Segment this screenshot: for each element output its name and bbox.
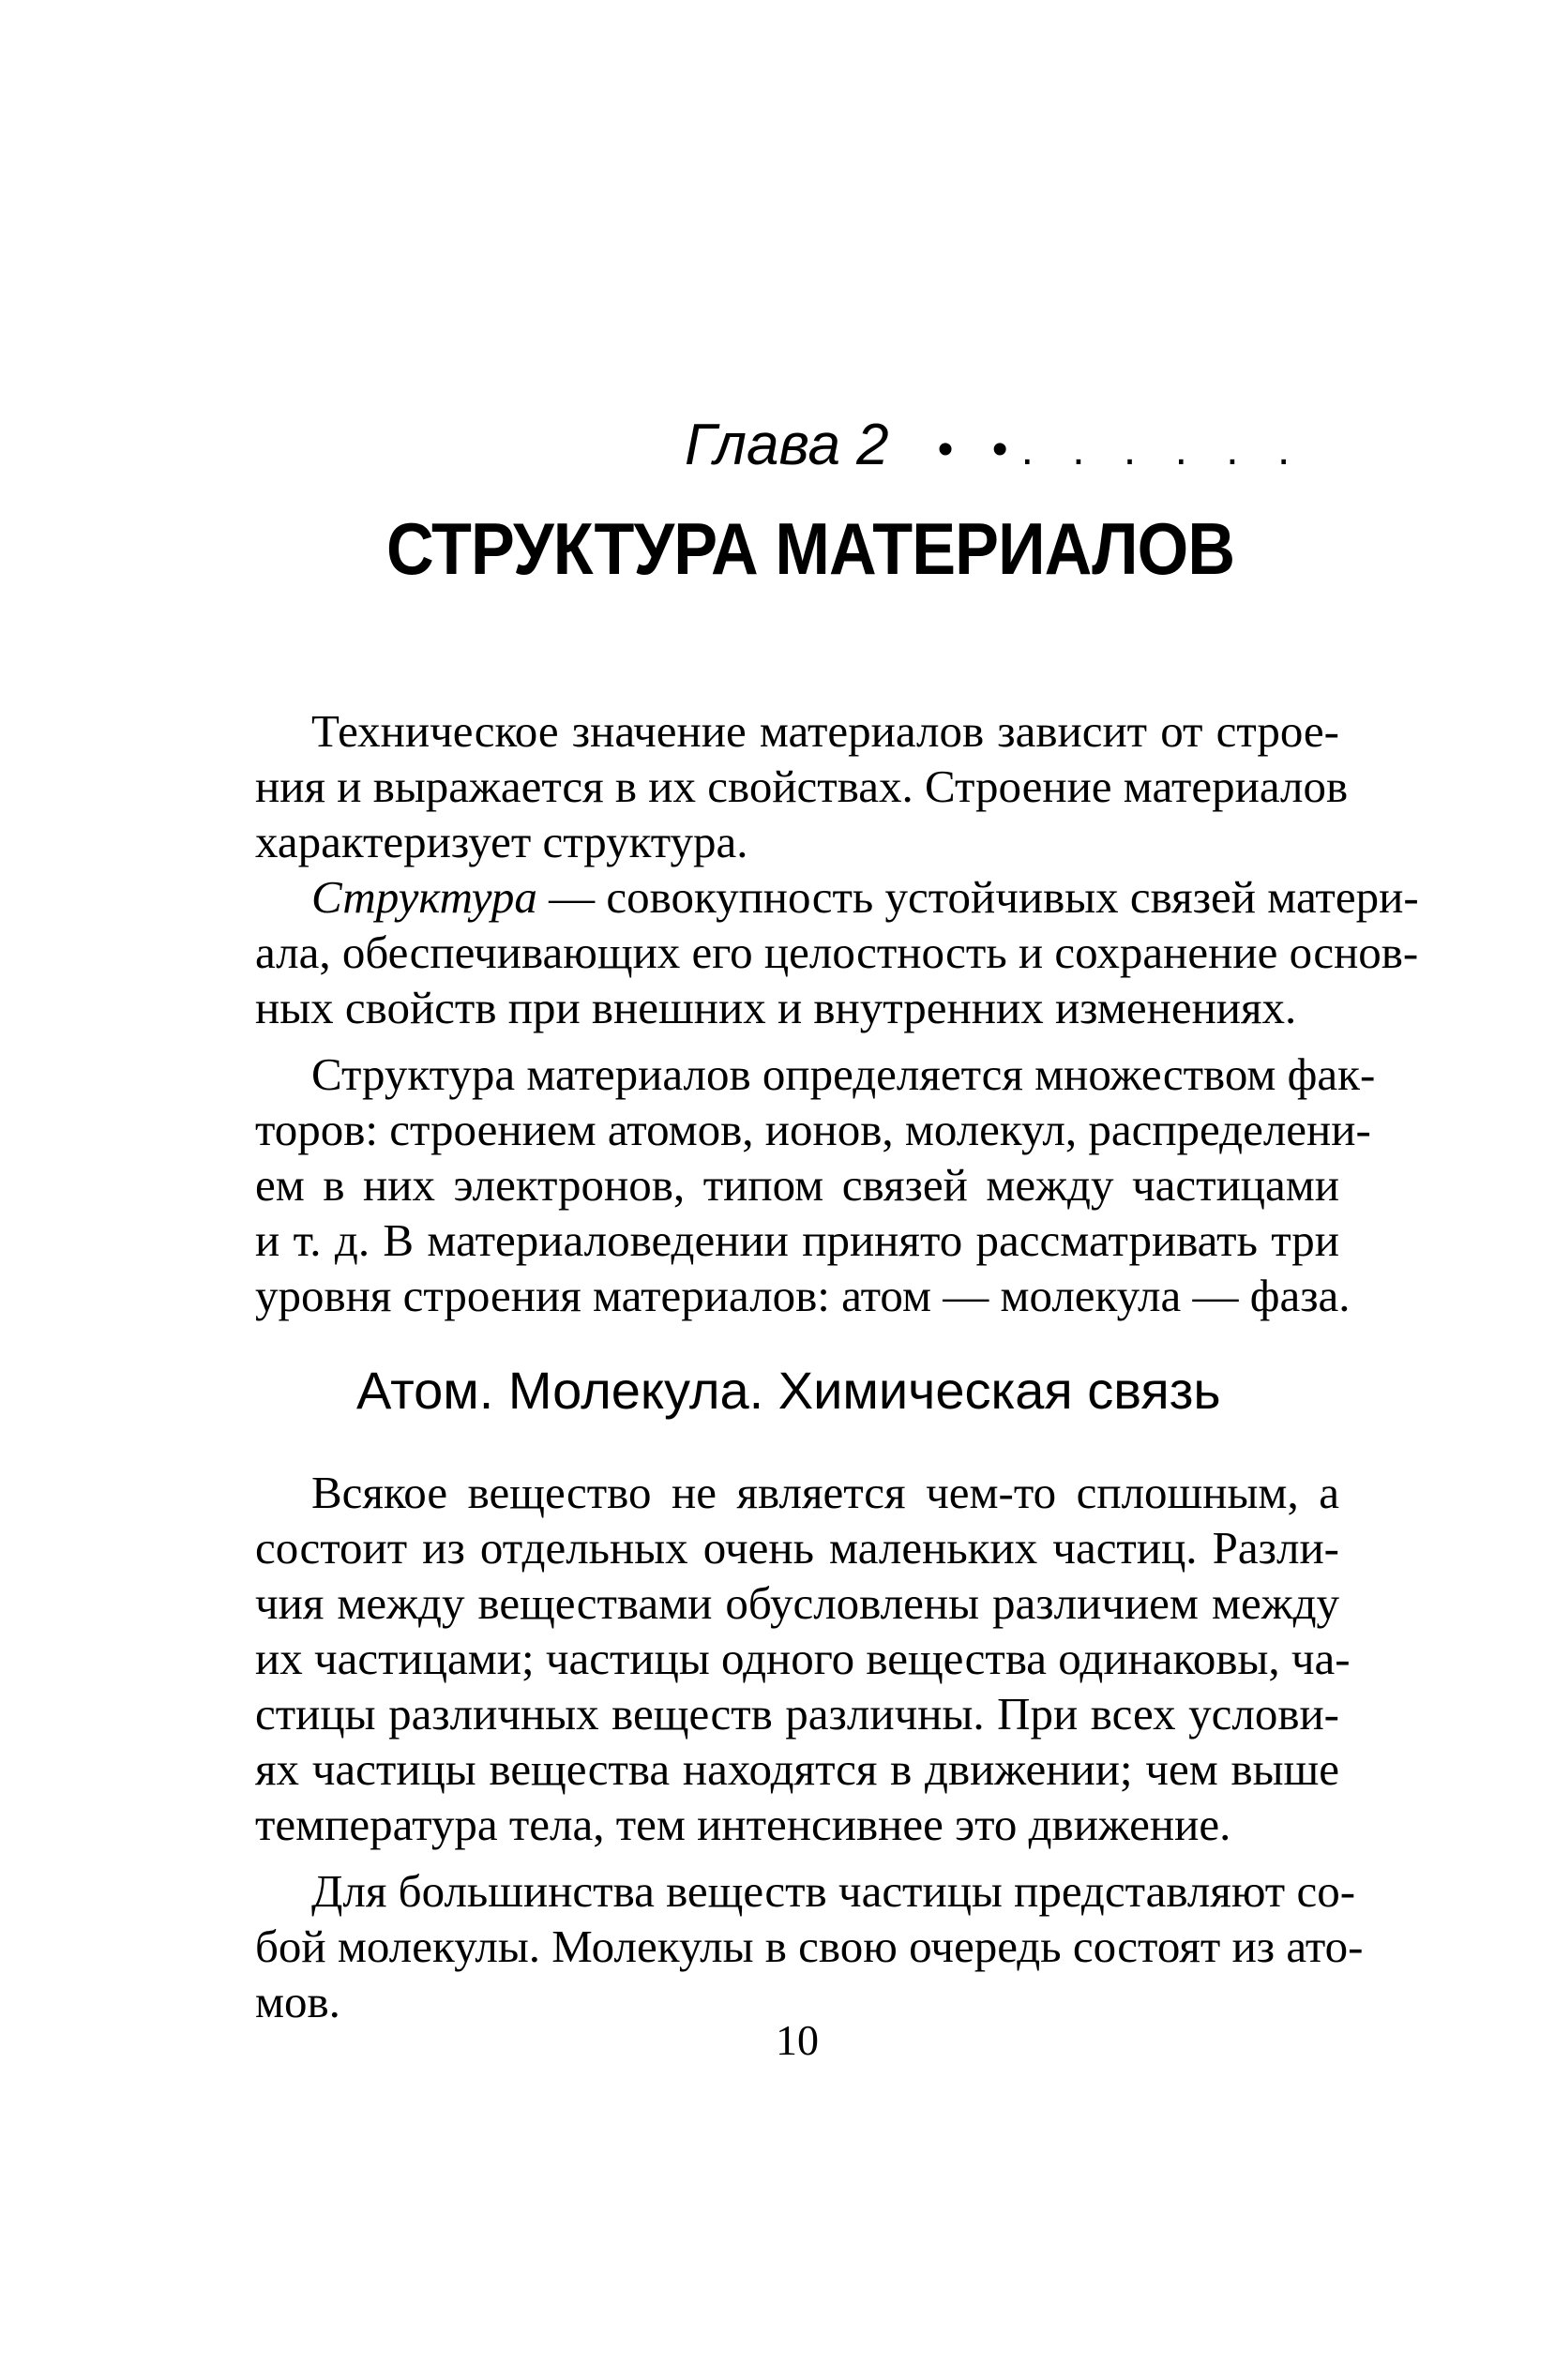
text-line: уровня строения материалов: атом — молекула — фаза. [255, 1270, 1351, 1321]
page-number: 10 [776, 2016, 819, 2064]
term-definition: — совокупность устойчивых связей матери- [536, 871, 1419, 923]
text-line: ем в них электронов, типом связей между частицами [255, 1159, 1339, 1211]
text-line: чия между веществами обусловлены различием между [255, 1577, 1339, 1629]
text-line: температура тела, тем интенсивнее это движение. [255, 1799, 1231, 1850]
chapter-label-line [685, 413, 1303, 483]
chapter-title: СТРУКТУРА МАТЕРИАЛОВ [386, 507, 1235, 590]
text-line: Техническое значение материалов зависит от строе- [311, 705, 1339, 757]
text-line: характеризует структура. [255, 816, 748, 867]
text-line: ях частицы вещества находятся в движении; чем выше [255, 1743, 1339, 1795]
text-line: их частицами; частицы одного вещества одинаковы, ча- [255, 1633, 1351, 1684]
text-line: стицы различных веществ различны. При всех услови- [255, 1688, 1339, 1740]
text-line: ных свойств при внешних и внутренних изменениях. [255, 982, 1297, 1033]
text-line: Структура материалов определяется множеством фак- [311, 1048, 1376, 1100]
section-paragraph-2 [255, 1863, 1364, 2029]
text-line: и т. д. В материаловедении принято рассматривать три [255, 1214, 1339, 1266]
intro-paragraph-3 [255, 1047, 1376, 1323]
intro-text [255, 703, 1419, 1323]
text-line: ала, обеспечивающих его целостность и сохранение основ- [255, 926, 1419, 978]
intro-paragraph-2 [255, 869, 1419, 1035]
text-line: мов. [255, 1976, 340, 2027]
text-line: Для большинства веществ частицы представляют со- [311, 1865, 1356, 1917]
chapter-label: Глава 2 [685, 413, 889, 477]
section-heading: Атом. Молекула. Химическая связь [356, 1361, 1221, 1420]
text-line: ния и выражается в их свойствах. Строение материалов [255, 761, 1349, 812]
chapter-dots-ornament: • •. . . . . . [937, 425, 1304, 474]
text-line: бой молекулы. Молекулы в свою очередь состоят из ато- [255, 1921, 1364, 1972]
text-line [255, 869, 1419, 925]
term-structure: Структура [311, 871, 537, 923]
section-text [255, 1465, 1364, 2029]
text-line: состоит из отдельных очень маленьких частиц. Разли- [255, 1522, 1339, 1574]
text-line: торов: строением атомов, ионов, молекул, распределени- [255, 1104, 1371, 1155]
section-paragraph-1 [255, 1465, 1351, 1852]
intro-paragraph-1 [255, 703, 1349, 869]
text-line: Всякое вещество не является чем-то сплошным, а [311, 1467, 1339, 1518]
